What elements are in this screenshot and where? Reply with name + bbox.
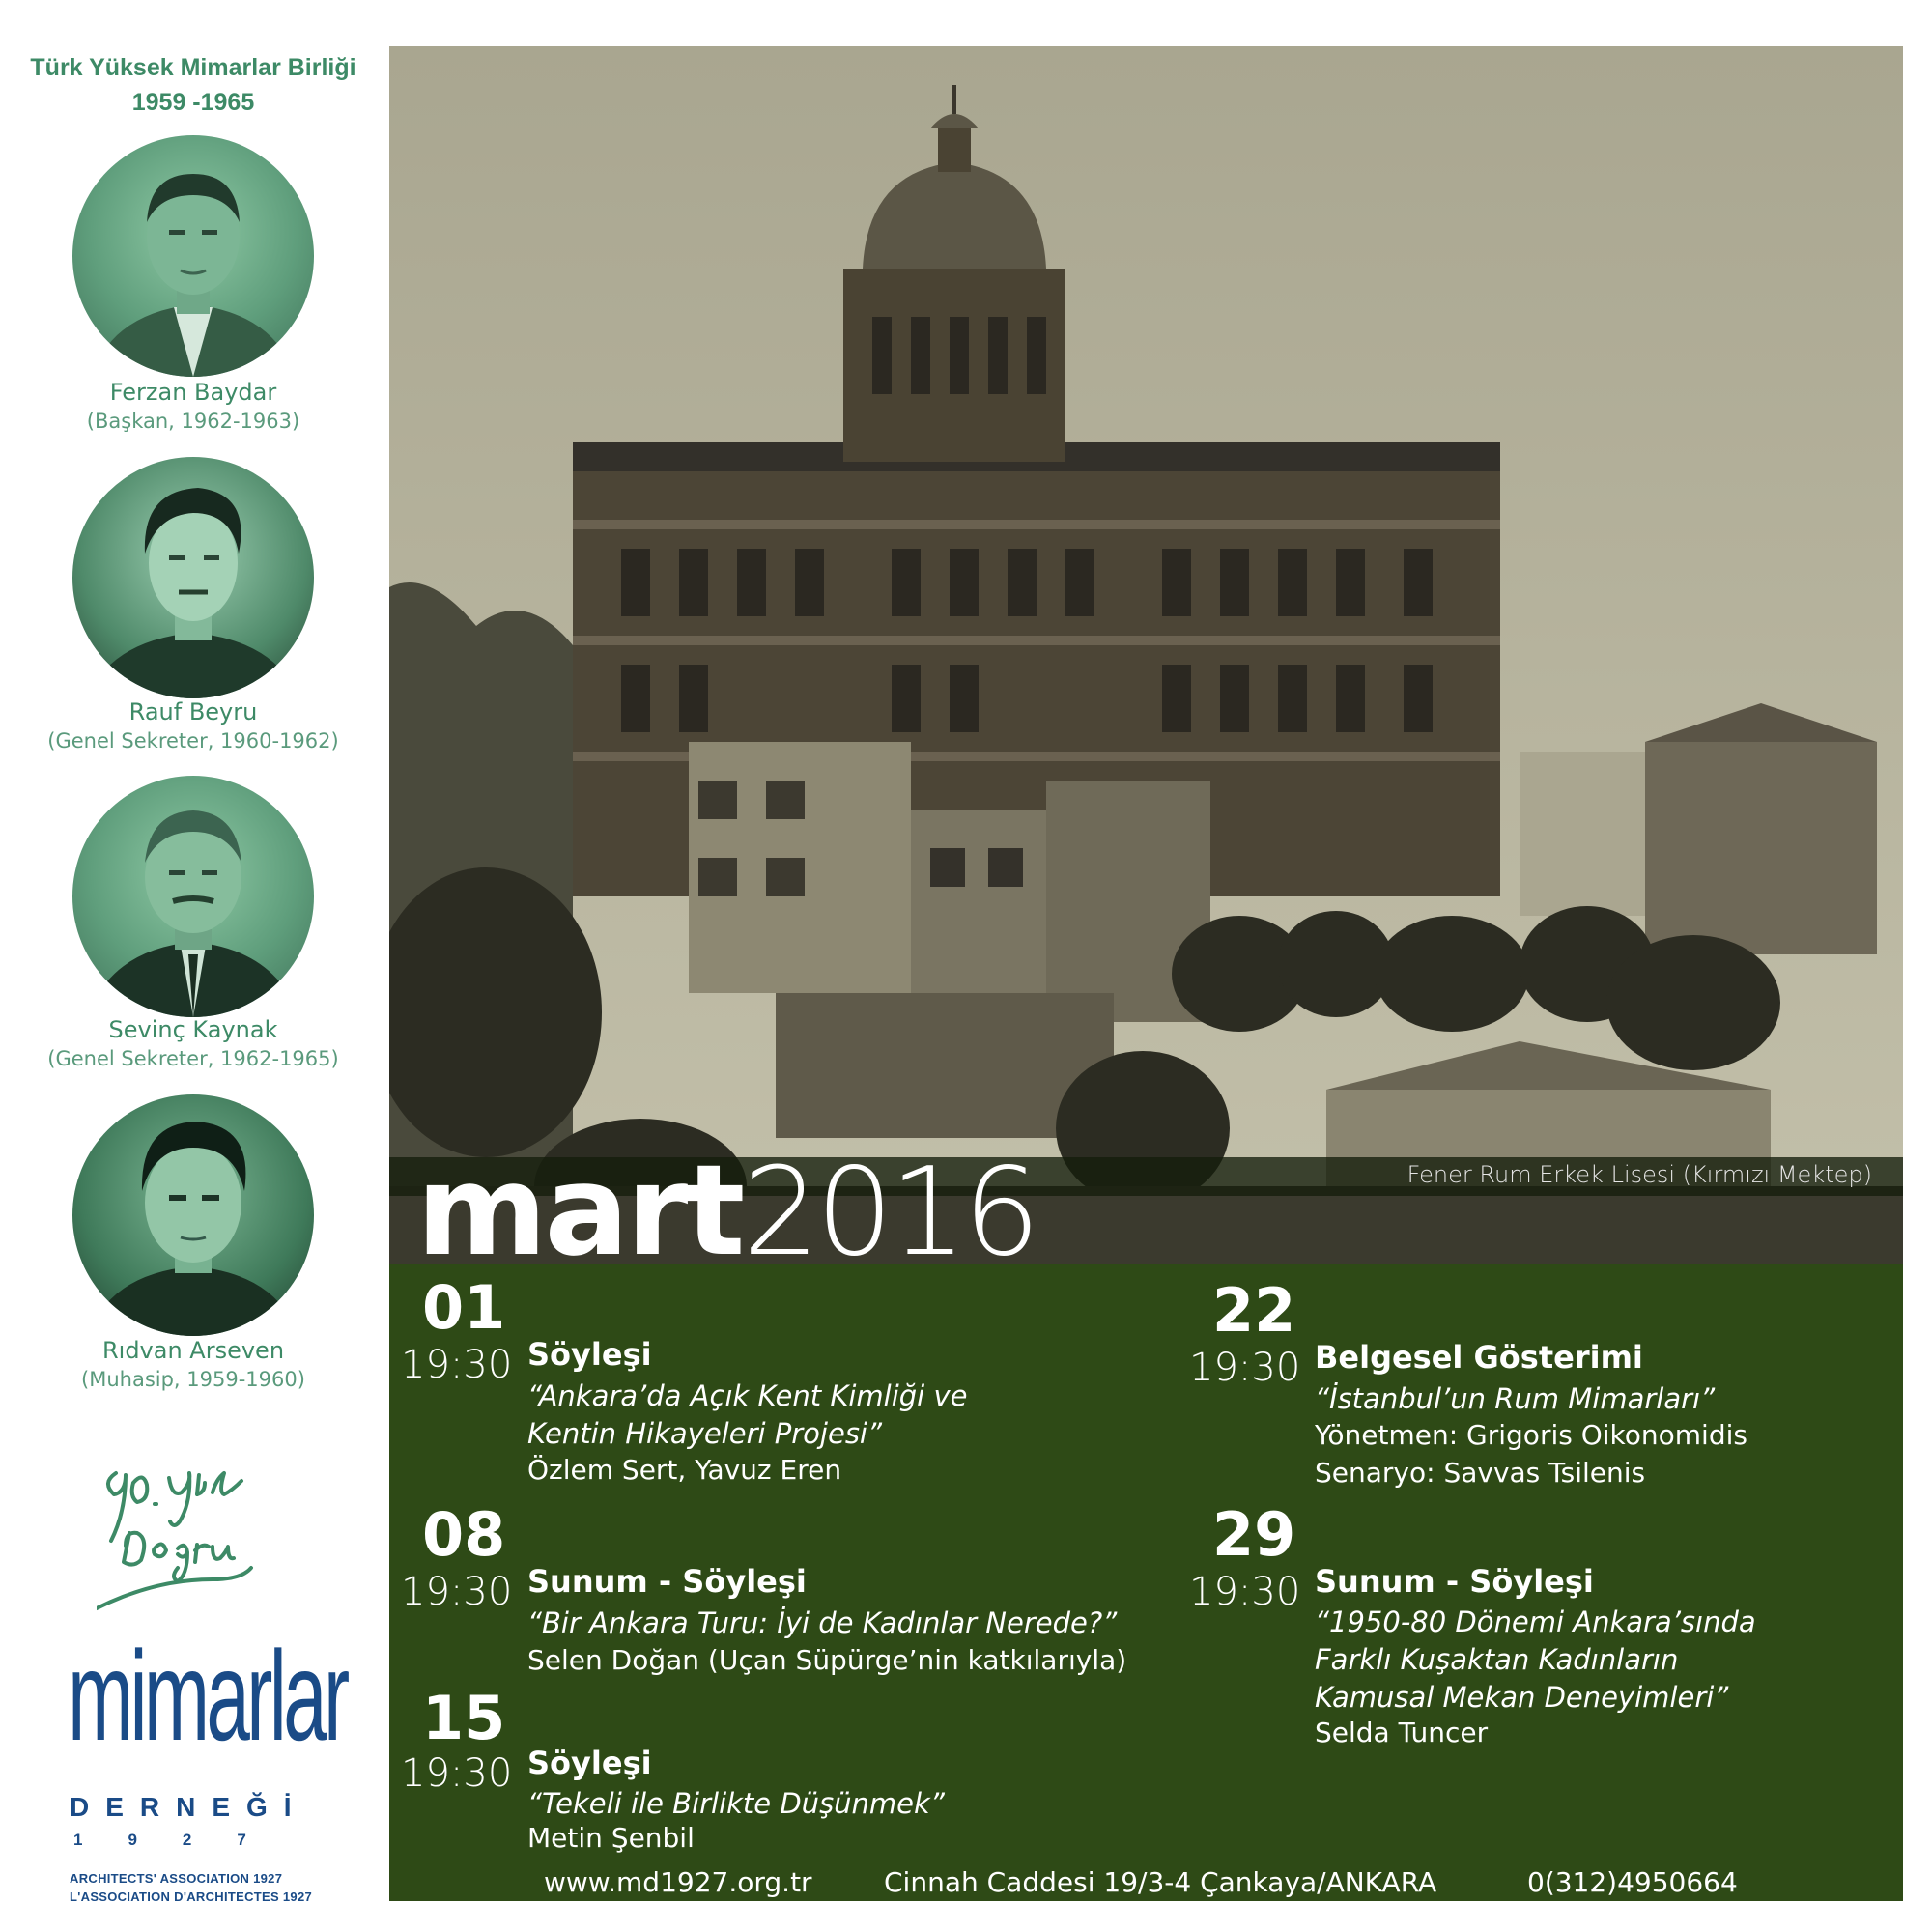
event-time: 19:30: [401, 1343, 513, 1387]
event-title-line: Kamusal Mekan Deneyimleri”: [1315, 1681, 1729, 1714]
footer-phone: 0(312)4950664: [1527, 1866, 1738, 1898]
event-type: Belgesel Gösterimi: [1315, 1339, 1643, 1376]
person-name: Sevinç Kaynak: [108, 1016, 278, 1043]
portrait-sevinc-kaynak: [72, 776, 314, 1017]
event-time: 19:30: [1189, 1570, 1301, 1614]
logo-english-line: ARCHITECTS' ASSOCIATION 1927: [70, 1871, 283, 1886]
year-label: 2016: [742, 1141, 1037, 1283]
footer-address: Cinnah Caddesi 19/3-4 Çankaya/ANKARA: [884, 1866, 1437, 1898]
person-role: (Muhasip, 1959-1960): [81, 1368, 305, 1391]
person-name: Rıdvan Arseven: [101, 1337, 285, 1364]
event-time: 19:30: [401, 1751, 513, 1796]
event-type: Sunum - Söyleşi: [1315, 1563, 1594, 1600]
photo-caption: Fener Rum Erkek Lisesi (Kırmızı Mektep): [1406, 1161, 1872, 1188]
event-speakers: Selen Doğan (Uçan Süpürge’nin katkılarıyla): [527, 1644, 1127, 1676]
person-role: (Genel Sekreter, 1962-1965): [47, 1047, 339, 1070]
portrait-ridvan-arseven: [72, 1094, 314, 1336]
person-role: (Başkan, 1962-1963): [86, 410, 300, 433]
event-poster: [389, 46, 1903, 1901]
logo-wordmark: mimarlar: [68, 1625, 347, 1767]
event-title-line: “1950-80 Dönemi Ankara’sında: [1315, 1605, 1756, 1638]
event-title-line: “Bir Ankara Turu: İyi de Kadınlar Nerede?”: [527, 1606, 1118, 1639]
event-day: 29: [1212, 1499, 1296, 1570]
person-role: (Genel Sekreter, 1960-1962): [47, 729, 339, 753]
event-time: 19:30: [401, 1570, 513, 1614]
event-title-line: “Ankara’da Açık Kent Kimliği ve: [527, 1379, 968, 1412]
month-year-title: [416, 1137, 1037, 1284]
event-day: 08: [422, 1499, 506, 1570]
footer-website[interactable]: www.md1927.org.tr: [544, 1866, 812, 1898]
ninetieth-year-signature: [97, 1454, 261, 1618]
event-speakers: Metin Şenbil: [527, 1822, 695, 1854]
association-years: 1959 -1965: [131, 89, 255, 116]
event-speakers: Özlem Sert, Yavuz Eren: [527, 1454, 842, 1486]
event-director: Yönetmen: Grigoris Oikonomidis: [1315, 1419, 1747, 1451]
event-title-line: Kentin Hikayeleri Projesi”: [527, 1417, 883, 1450]
historic-building-photo: [389, 46, 1903, 1264]
logo-dernegi: DERNEĞİ: [70, 1792, 308, 1822]
event-day: 01: [422, 1272, 506, 1343]
event-title-line: Farklı Kuşaktan Kadınların: [1315, 1643, 1679, 1676]
association-title: [0, 50, 386, 120]
event-day: 15: [422, 1683, 506, 1753]
person-name: Ferzan Baydar: [109, 379, 277, 406]
event-time: 19:30: [1189, 1346, 1301, 1390]
event-type: Söyleşi: [527, 1745, 652, 1781]
event-type: Söyleşi: [527, 1336, 652, 1373]
event-title-line: “İstanbul’un Rum Mimarları”: [1315, 1382, 1716, 1415]
event-day: 22: [1212, 1275, 1296, 1346]
event-title-line: “Tekeli ile Birlikte Düşünmek”: [527, 1787, 945, 1820]
event-screenplay: Senaryo: Savvas Tsilenis: [1315, 1457, 1646, 1489]
portrait-ferzan-baydar: [72, 135, 314, 377]
association-name: Türk Yüksek Mimarlar Birliği: [30, 54, 356, 81]
month-label: mart: [416, 1137, 743, 1284]
event-type: Sunum - Söyleşi: [527, 1563, 807, 1600]
logo-year: 1927: [73, 1831, 292, 1849]
logo-french-line: L'ASSOCIATION D'ARCHITECTES 1927: [70, 1889, 313, 1904]
event-speakers: Selda Tuncer: [1315, 1717, 1489, 1748]
person-name: Rauf Beyru: [128, 698, 258, 725]
portrait-rauf-beyru: [72, 457, 314, 698]
